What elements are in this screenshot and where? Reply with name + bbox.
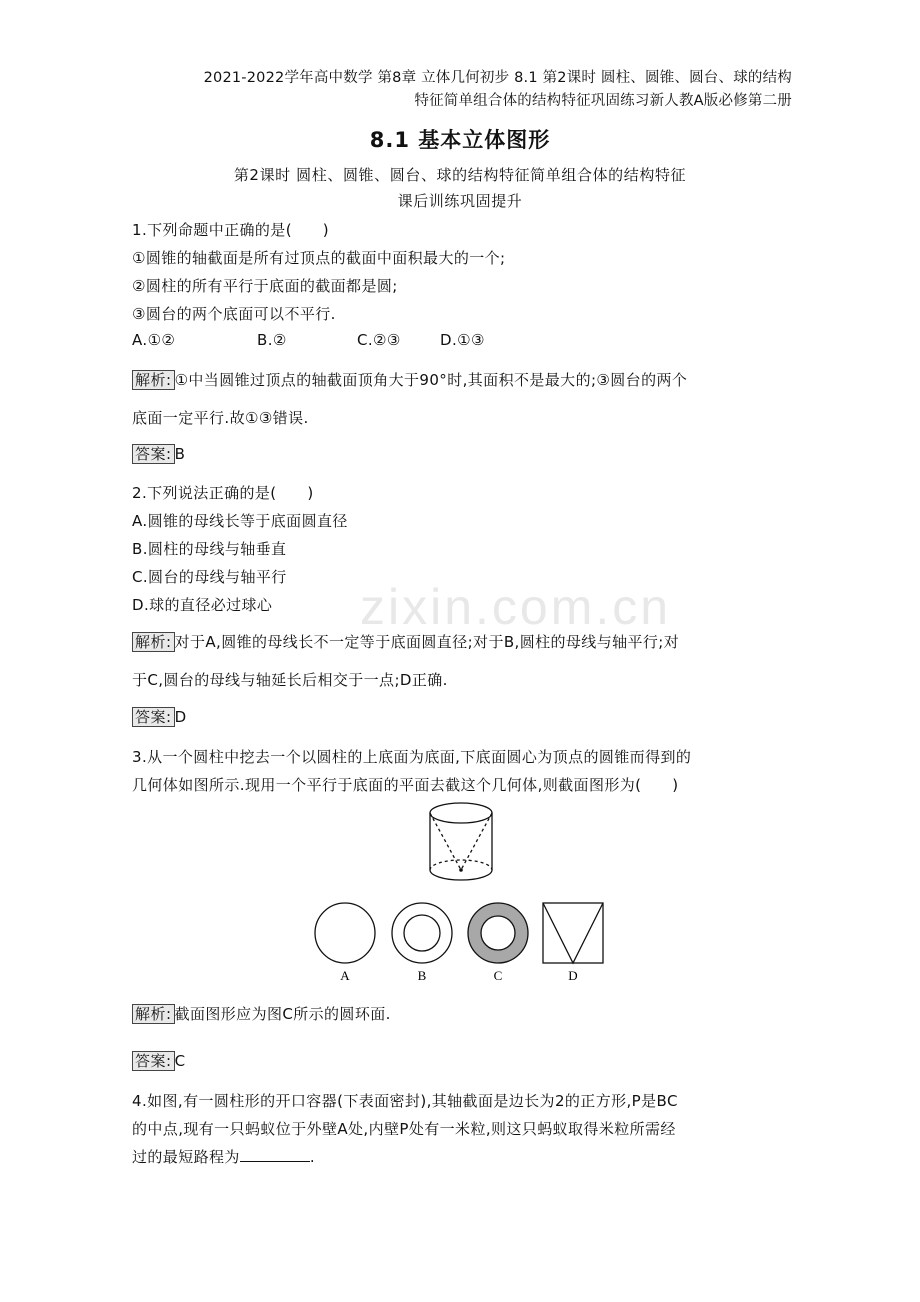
- figure-label-d: D: [568, 968, 578, 983]
- q2-analysis-line-2: 于C,圆台的母线与轴延长后相交于一点;D正确.: [132, 671, 448, 689]
- option-b-outer-circle: [392, 903, 452, 963]
- answer-label: 答案:: [132, 1051, 175, 1071]
- watermark: zixin.com.cn: [360, 579, 672, 635]
- q2-option-b: B.圆柱的母线与轴垂直: [132, 540, 287, 558]
- q3-answer-figures: [310, 898, 610, 990]
- q1-analysis-line-1: [132, 369, 687, 390]
- analysis-label: 解析:: [132, 370, 175, 390]
- q1-analysis-line-2: 底面一定平行.故①③错误.: [132, 409, 309, 427]
- q1-statement-2: ②圆柱的所有平行于底面的截面都是圆;: [132, 277, 398, 295]
- q2-stem: 2.下列说法正确的是( ): [132, 484, 314, 502]
- q3-analysis-text: 截面图形应为图C所示的圆环面.: [174, 1005, 391, 1023]
- q1-answer: [132, 444, 185, 464]
- figure-label-a: A: [340, 968, 350, 983]
- cylinder-minus-cone-figure: [420, 798, 502, 890]
- q2-option-c: C.圆台的母线与轴平行: [132, 568, 287, 586]
- answer-blank[interactable]: [240, 1147, 310, 1162]
- q3-stem-line-1: 3.从一个圆柱中挖去一个以圆柱的上底面为底面,下底面圆心为顶点的圆锥而得到的: [132, 748, 692, 766]
- q4-stem-end: .: [309, 1148, 315, 1166]
- q3-stem-line-2: 几何体如图所示.现用一个平行于底面的平面去截这个几何体,则截面图形为( ): [132, 776, 679, 794]
- q2-analysis-text: 对于A,圆锥的母线长不一定等于底面圆直径;对于B,圆柱的母线与轴平行;对: [174, 633, 680, 651]
- q3-answer-value: C: [174, 1052, 186, 1070]
- option-b-inner-circle: [404, 915, 440, 951]
- q1-option-b: B.②: [257, 331, 287, 349]
- answer-label: 答案:: [132, 444, 175, 464]
- q3-answer: [132, 1051, 185, 1071]
- analysis-label: 解析:: [132, 632, 175, 652]
- section-title: 8.1 基本立体图形: [369, 128, 551, 152]
- q4-stem-line-1: 4.如图,有一圆柱形的开口容器(下表面密封),其轴截面是边长为2的正方形,P是BC: [132, 1092, 678, 1110]
- q1-option-c: C.②③: [357, 331, 401, 349]
- q2-option-d: D.球的直径必过球心: [132, 596, 273, 614]
- lesson-title: 第2课时 圆柱、圆锥、圆台、球的结构特征简单组合体的结构特征: [233, 166, 687, 184]
- analysis-label: 解析:: [132, 1004, 175, 1024]
- option-a-circle: [315, 903, 375, 963]
- q2-option-a: A.圆锥的母线长等于底面圆直径: [132, 512, 348, 530]
- q4-stem-line-3: [132, 1146, 315, 1167]
- figure-label-c: C: [493, 968, 503, 983]
- q4-stem-line-2: 的中点,现有一只蚂蚁位于外壁A处,内壁P处有一米粒,则这只蚂蚁取得米粒所需经: [132, 1120, 676, 1138]
- q2-answer: [132, 707, 187, 727]
- answer-label: 答案:: [132, 707, 175, 727]
- q4-stem-text: 过的最短路程为: [132, 1148, 240, 1166]
- document-title-line-2: 特征简单组合体的结构特征巩固练习新人教A版必修第二册: [414, 93, 792, 109]
- q1-statement-3: ③圆台的两个底面可以不平行.: [132, 305, 336, 323]
- q3-analysis: [132, 1003, 391, 1024]
- q2-answer-value: D: [174, 708, 187, 726]
- q1-option-d: D.①③: [440, 331, 485, 349]
- lesson-subtitle: 课后训练巩固提升: [397, 192, 523, 210]
- q1-answer-value: B: [174, 445, 186, 463]
- option-d-shape: [543, 903, 603, 963]
- q1-analysis-text: ①中当圆锥过顶点的轴截面顶角大于90°时,其面积不是最大的;③圆台的两个: [174, 371, 688, 389]
- document-title-line-1: 2021-2022学年高中数学 第8章 立体几何初步 8.1 第2课时 圆柱、圆锥、圆台、球的结构: [203, 70, 792, 86]
- figure-label-b: B: [417, 968, 427, 983]
- q1-statement-1: ①圆锥的轴截面是所有过顶点的截面中面积最大的一个;: [132, 249, 506, 267]
- q1-option-a: A.①②: [132, 331, 176, 349]
- q1-stem: 1.下列命题中正确的是( ): [132, 221, 330, 239]
- q2-analysis-line-1: [132, 631, 679, 652]
